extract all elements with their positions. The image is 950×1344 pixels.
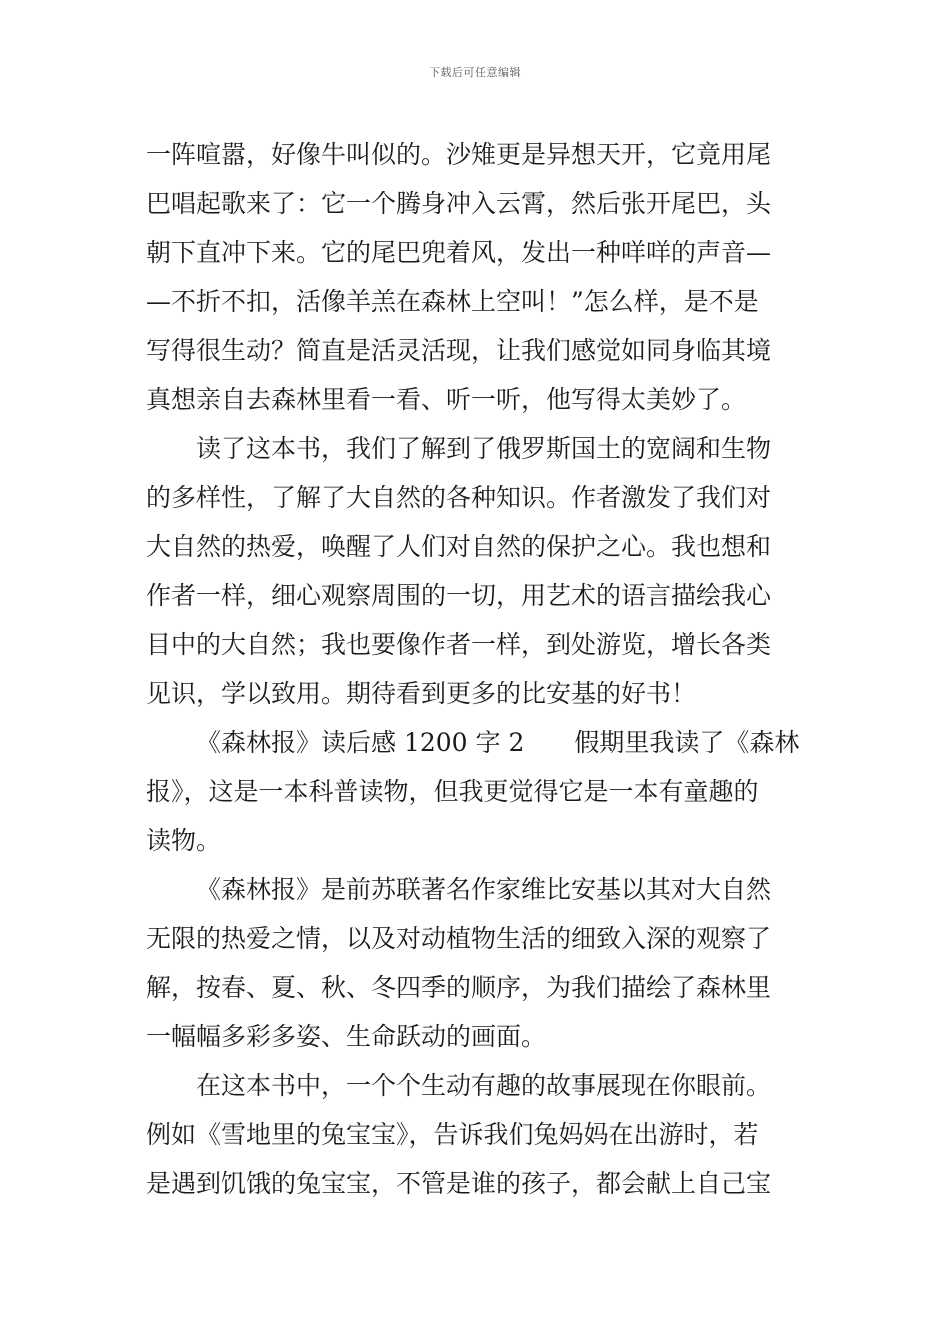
section-heading-line: 《森林报》读后感 1200 字 2 假期里我读了《森林 bbox=[196, 728, 800, 757]
text-line: 一幅幅多彩多姿、生命跃动的画面。 bbox=[146, 1022, 547, 1051]
text-line: 朝下直冲下来。它的尾巴兜着风，发出一种咩咩的声音— bbox=[146, 238, 772, 267]
text-line: 一阵喧嚣，好像牛叫似的。沙雉更是异想天开，它竟用尾 bbox=[146, 140, 772, 169]
text-line: 的多样性，了解了大自然的各种知识。作者激发了我们对 bbox=[146, 483, 772, 512]
paragraph-start-line: 《森林报》是前苏联著名作家维比安基以其对大自然 bbox=[196, 875, 772, 904]
text-line: 写得很生动？简直是活灵活现，让我们感觉如同身临其境 bbox=[146, 336, 772, 365]
text-line: 巴唱起歌来了：它一个腾身冲入云霄，然后张开尾巴，头 bbox=[146, 189, 772, 218]
page-header: 下载后可任意编辑 bbox=[429, 66, 521, 79]
text-line: 见识，学以致用。期待看到更多的比安基的好书！ bbox=[146, 679, 697, 708]
text-line: 真想亲自去森林里看一看、听一听，他写得太美妙了。 bbox=[146, 385, 747, 414]
text-line: —不折不扣，活像羊羔在森林上空叫！”怎么样，是不是 bbox=[146, 287, 759, 316]
document-body bbox=[146, 130, 808, 1208]
text-line: 大自然的热爱，唤醒了人们对自然的保护之心。我也想和 bbox=[146, 532, 772, 561]
text-line: 解，按春、夏、秋、冬四季的顺序，为我们描绘了森林里 bbox=[146, 973, 772, 1002]
text-line: 读物。 bbox=[146, 826, 222, 855]
paragraph-start-line: 在这本书中，一个个生动有趣的故事展现在你眼前。 bbox=[196, 1071, 772, 1100]
text-line: 目中的大自然；我也要像作者一样，到处游览，增长各类 bbox=[146, 630, 772, 659]
paragraph-start-line: 读了这本书，我们了解到了俄罗斯国土的宽阔和生物 bbox=[196, 434, 772, 463]
text-line: 是遇到饥饿的兔宝宝，不管是谁的孩子，都会献上自己宝 bbox=[146, 1169, 772, 1198]
text-line: 无限的热爱之情，以及对动植物生活的细致入深的观察了 bbox=[146, 924, 772, 953]
text-line: 报》，这是一本科普读物，但我更觉得它是一本有童趣的 bbox=[146, 777, 759, 806]
text-line: 例如《雪地里的兔宝宝》，告诉我们兔妈妈在出游时，若 bbox=[146, 1120, 759, 1149]
text-line: 作者一样，细心观察周围的一切，用艺术的语言描绘我心 bbox=[146, 581, 772, 610]
